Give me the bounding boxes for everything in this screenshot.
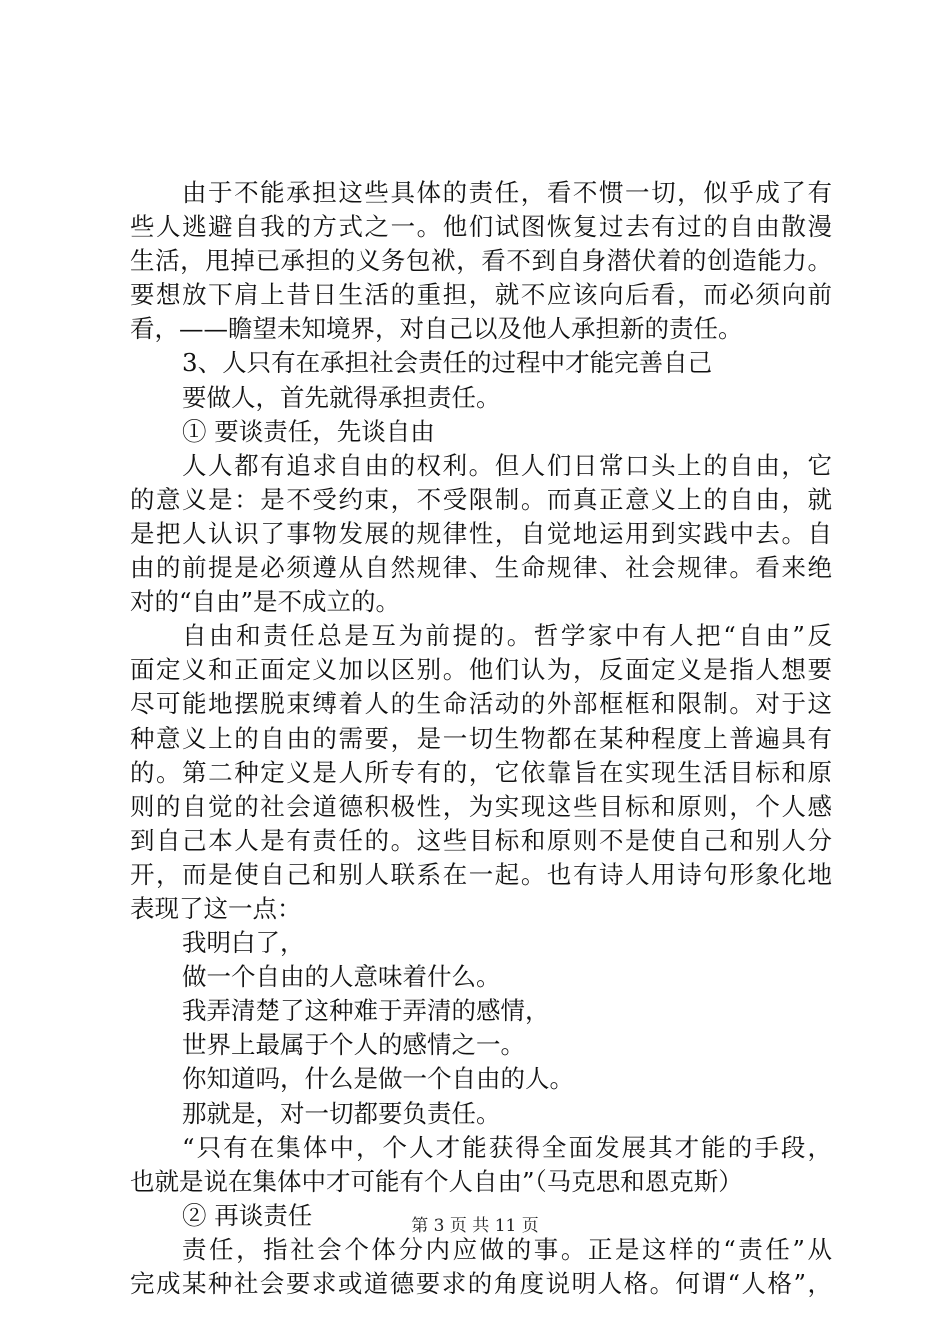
poem [130, 926, 832, 1131]
text-line: 完成某种社会要求或道德要求的角度说明人格。何谓“人格”， [130, 1269, 832, 1298]
marx-quote [130, 1131, 832, 1199]
page-footer [0, 1214, 950, 1238]
paragraph-responsibility-definition [130, 1233, 832, 1301]
text-line: 种意义上的自由的需要，是一切生物都在某种程度上普遍具有 [130, 723, 832, 753]
text-line: 到自己本人是有责任的。这些目标和原则不是使自己和别人分 [130, 825, 832, 855]
text-line: 自由和责任总是互为前提的。哲学家中有人把“自由”反 [182, 621, 832, 651]
page-number-label: 第 3 页 共 11 页 [411, 1216, 539, 1236]
poem-line: 做一个自由的人意味着什么。 [182, 962, 501, 992]
subheading-freedom: ① 要谈责任，先谈自由 [182, 416, 435, 446]
poem-line: 我明白了， [182, 928, 305, 958]
text-line: 由的前提是必须遵从自然规律、生命规律、社会规律。看来绝 [130, 553, 832, 583]
text-line: 看，——瞻望未知境界，对自己以及他人承担新的责任。 [130, 314, 743, 344]
text-line: 些人逃避自我的方式之一。他们试图恢复过去有过的自由散漫 [130, 212, 832, 242]
text-line: 人人都有追求自由的权利。但人们日常口头上的自由，它 [182, 450, 832, 480]
text-line: 由于不能承担这些具体的责任，看不惯一切，似乎成了有 [182, 178, 832, 207]
text-line: 要想放下肩上昔日生活的重担，就不应该向后看，而必须向前 [130, 280, 832, 310]
text-line: 是把人认识了事物发展的规律性，自觉地运用到实践中去。自 [130, 518, 832, 548]
text-line: 也就是说在集体中才可能有个人自由”（马克思和恩克斯） [130, 1166, 743, 1196]
text-line: 的意义是：是不受约束，不受限制。而真正意义上的自由，就 [130, 484, 832, 514]
subheading-responsibility: ② 再谈责任 [182, 1200, 313, 1230]
text-line: 尽可能地摆脱束缚着人的生命活动的外部框框和限制。对于这 [130, 689, 832, 719]
text-line: 生活，甩掉已承担的义务包袱，看不到自身潜伏着的创造能力。 [130, 246, 832, 276]
paragraph-escape-responsibility [130, 176, 832, 346]
poem-line: 世界上最属于个人的感情之一。 [182, 1030, 525, 1060]
section-heading-3: 3、人只有在承担社会责任的过程中才能完善自己 [182, 348, 713, 378]
poem-line: 我弄清楚了这种难于弄清的感情， [182, 996, 550, 1026]
text-line: 对的“自由”是不成立的。 [130, 587, 401, 617]
poem-line: 那就是，对一切都要负责任。 [182, 1098, 501, 1128]
document-body [130, 176, 832, 1301]
text-line: 则的自觉的社会道德积极性，为实现这些目标和原则，个人感 [130, 791, 832, 821]
text-line: 责任，指社会个体分内应做的事。正是这样的“责任”从 [182, 1234, 832, 1264]
paragraph-freedom-responsibility [130, 619, 832, 926]
intro-line: 要做人，首先就得承担责任。 [182, 382, 501, 412]
text-line: “只有在集体中，个人才能获得全面发展其才能的手段， [182, 1132, 832, 1162]
paragraph-freedom-meaning [130, 449, 832, 619]
poem-line: 你知道吗，什么是做一个自由的人。 [182, 1064, 574, 1094]
text-line: 开，而是使自己和别人联系在一起。也有诗人用诗句形象化地 [130, 859, 832, 889]
text-line: 表现了这一点： [130, 893, 302, 923]
text-line: 的。第二种定义是人所专有的，它依靠旨在实现生活目标和原 [130, 757, 832, 787]
text-line: 面定义和正面定义加以区别。他们认为，反面定义是指人想要 [130, 655, 832, 685]
